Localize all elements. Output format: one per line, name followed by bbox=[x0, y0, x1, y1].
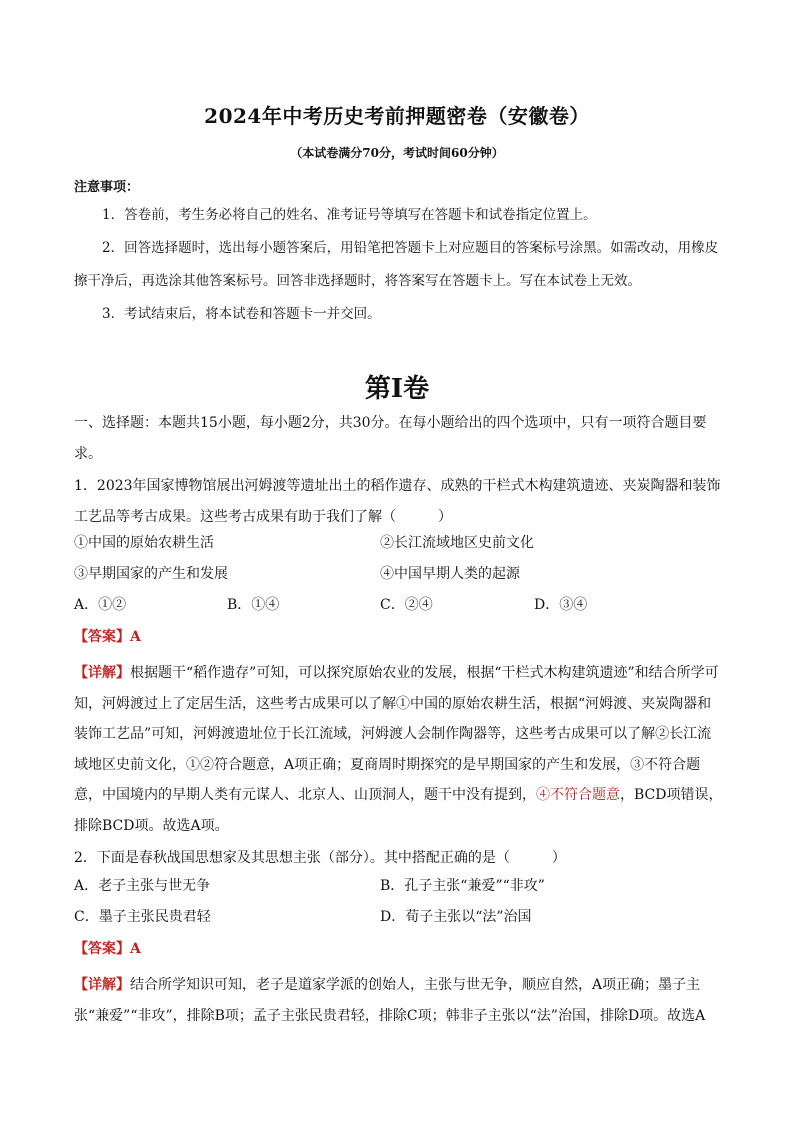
option-b: B．孔子主张“兼爱”“非攻” bbox=[380, 878, 545, 894]
exam-subtitle: （本试卷满分70分，考试时间60分钟） bbox=[290, 146, 504, 160]
detail-text: 结合所学知识可知，老子是道家学派的创始人，主张与世无争，顺应自然，A项正确；墨子主张“兼爱”“非攻”，排除B项；孟子主张民贵君轻，排除C项；韩非子主张以“法”治国，排除D项。故选A bbox=[74, 977, 706, 1024]
statement: ①中国的原始农耕生活 bbox=[74, 535, 214, 551]
answer-label: 【答案】 bbox=[74, 941, 130, 957]
notice-item: 1．答卷前，考生务必将自己的姓名、准考证号等填写在答题卡和试卷指定位置上。 bbox=[102, 207, 597, 223]
question-2-stem bbox=[74, 843, 724, 874]
answer-row bbox=[74, 626, 724, 656]
detail-highlight: ④不符合题意 bbox=[536, 787, 620, 803]
notice-item: 3．考试结束后，将本试卷和答题卡一并交回。 bbox=[102, 306, 381, 322]
answer-row bbox=[74, 938, 724, 968]
section-heading: 第Ⅰ卷 bbox=[364, 374, 430, 404]
page-title: 2024年中考历史考前押题密卷（安徽卷） bbox=[204, 104, 590, 128]
statement: ④中国早期人类的起源 bbox=[380, 566, 520, 582]
options-row bbox=[74, 594, 724, 624]
option-c: C．②④ bbox=[380, 597, 433, 613]
option-d: D．荀子主张以“法”治国 bbox=[380, 909, 532, 925]
section-instructions bbox=[74, 408, 724, 469]
option-a: A．老子主张与世无争 bbox=[74, 878, 211, 894]
notice-item: 2．回答选择题时，选出每小题答案后，用铅笔把答题卡上对应题目的答案标号涂黑。如需改动，用橡皮擦干净后，再选涂其他答案标号。回答非选择题时，将答案写在答题卡上。写在本试卷上无效。 bbox=[74, 240, 719, 289]
question-2-detail bbox=[74, 970, 724, 1031]
options-row bbox=[74, 906, 724, 936]
option-c: C．墨子主张民贵君轻 bbox=[74, 909, 211, 925]
statement: ②长江流域地区史前文化 bbox=[380, 535, 534, 551]
options-row bbox=[74, 875, 724, 905]
detail-text: 根据题干“稻作遗存”可知，可以探究原始农业的发展，根据“干栏式木构建筑遗迹”和结合所学可知，河姆渡过上了定居生活，这些考古成果可以了解①中国的原始农耕生活，根据“河姆渡、夹炭陶器和装饰工艺品”可知，河姆渡遗址位于长江流域，河姆渡人会制作陶器等，这些考古成果可以了解②长江流域地区史前文化，①②符合题意，A项正确；夏商周时期探究的是早期国家的产生和发展，③不符合题意，中国境内的早期人类有元谋人、北京人、山顶洞人，题干中没有提到， bbox=[74, 665, 719, 803]
statement-row bbox=[74, 563, 724, 593]
statement: ③早期国家的产生和发展 bbox=[74, 566, 228, 582]
answer-value: A bbox=[130, 629, 141, 645]
question-1-detail bbox=[74, 658, 724, 841]
detail-label: 【详解】 bbox=[74, 665, 130, 681]
statement-row bbox=[74, 532, 724, 562]
option-b: B．①④ bbox=[227, 597, 280, 613]
option-a: A．①② bbox=[74, 597, 127, 613]
question-stem: 2．下面是春秋战国思想家及其思想主张（部分）。其中搭配正确的是（ ） bbox=[74, 850, 566, 866]
detail-label: 【详解】 bbox=[74, 977, 130, 993]
question-stem: 1．2023年国家博物馆展出河姆渡等遗址出土的稻作遗存、成熟的干栏式木构建筑遗迹、夹炭陶器和装饰工艺品等考古成果。这些考古成果有助于我们了解（ ） bbox=[74, 478, 721, 525]
detail-text: ，BCD项错误，排除BCD项。故选A项。 bbox=[74, 787, 723, 834]
answer-label: 【答案】 bbox=[74, 629, 130, 645]
notice-list bbox=[74, 199, 724, 331]
question-1-stem bbox=[74, 471, 724, 532]
instructions-text: 一、选择题：本题共15小题，每小题2分，共30分。在每小题给出的四个选项中，只有一项符合题目要求。 bbox=[74, 415, 707, 462]
notice-title: 注意事项： bbox=[74, 180, 140, 195]
option-d: D．③④ bbox=[534, 597, 588, 613]
answer-value: A bbox=[130, 941, 141, 957]
